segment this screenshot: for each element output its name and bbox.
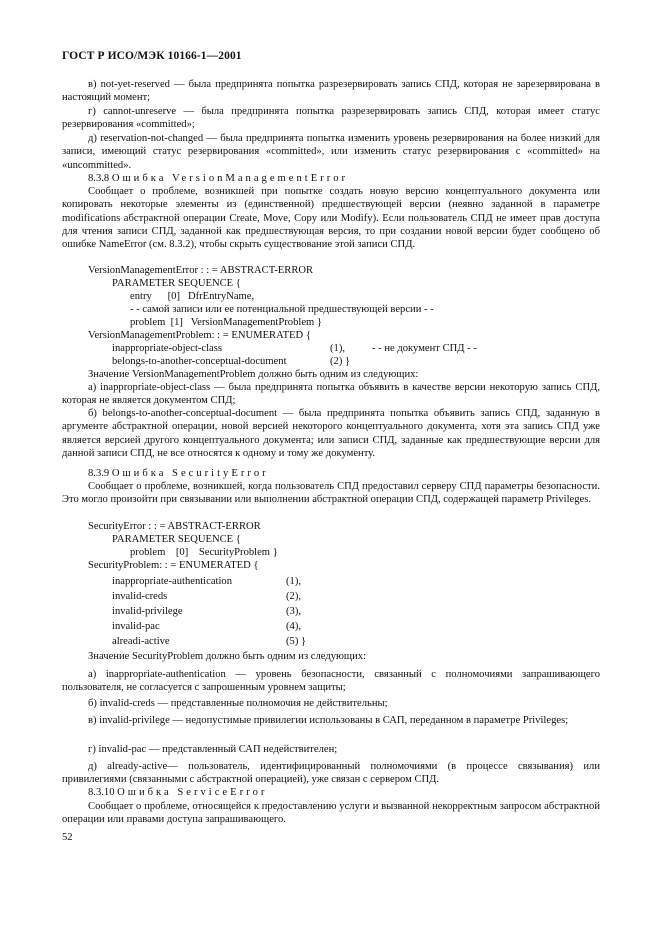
paragraph-invalid-creds: б) invalid-creds — представленные полномочия не действительны; [88, 698, 388, 709]
enum-value: (4), [286, 621, 302, 632]
paragraph-cannot-unreserve: г) cannot-unreserve — была предпринята попытка разрезервировать запись СПД, которая имеет статус резервирования «committed»; [62, 106, 600, 131]
code-line: SecurityError : : = ABSTRACT-ERROR [88, 521, 261, 532]
code-line: SecurityProblem: : = ENUMERATED { [88, 560, 259, 571]
paragraph-version-management-description: Сообщает о проблеме, возникшей при попытке создать новую версию концептуального документа или копировать некоторые элементы из (единственной) предшествующей версии (неявно заданной в параметре modifications абстрактной операции Create, Move, Copy или Modify). Если пользователь СПД не имеет прав доступа для чтения записи СПД, заданной как предшествующая версия, то при создании новой версии будет сообщено об ошибке NameError (см. 8.3.2), чтобы скрыть существование этой записи СПД. [62, 186, 600, 251]
paragraph-invalid-privilege: в) invalid-privilege — недопустимые привилегии использованы в САП, переданном в параметре Privileges; [88, 715, 569, 726]
document-header: ГОСТ Р ИСО/МЭК 10166-1—2001 [62, 50, 242, 62]
section-number: 8.3.10 [88, 787, 115, 798]
enum-value: (1), [286, 576, 302, 587]
section-title: Ошибка ServiceError [117, 787, 268, 798]
section-8-3-9-heading [88, 467, 269, 480]
paragraph-invalid-pac: г) invalid-pac — представленный САП недействителен; [88, 744, 338, 755]
enum-name: inappropriate-object-class [112, 343, 223, 354]
code-line: problem [1] VersionManagementProblem } [130, 317, 323, 328]
enum-name: inappropriate-authentication [112, 576, 233, 587]
enum-name: invalid-creds [112, 591, 168, 602]
section-number: 8.3.8 [88, 173, 110, 184]
code-line: PARAMETER SEQUENCE { [112, 534, 241, 545]
enum-value: (5) } [286, 636, 307, 647]
paragraph-already-active: д) already-active— пользователь, идентифицированный полномочиями (в процессе связывания) или привилегиями (связанными с абстрактной операцией), уже связан с сервером СПД. [62, 761, 600, 786]
paragraph-service-error-description: Сообщает о проблеме, относящейся к предоставлению услуги и вызванной некорректным запросом абстрактной операции или правами доступа запрашивающего. [62, 801, 600, 826]
paragraph-values-intro: Значение VersionManagementProblem должно быть одним из следующих: [88, 369, 419, 380]
enum-name: invalid-pac [112, 621, 160, 632]
enum-name: belongs-to-another-conceptual-document [112, 356, 287, 367]
paragraph-inappropriate-object-class: а) inappropriate-object-class — была предпринята попытка объявить в качестве версии некоторую запись СПД, которая не является документом СПД; [62, 382, 600, 407]
code-comment: - - самой записи или ее потенциальной предшествующей версии - - [130, 304, 434, 315]
paragraph-security-description: Сообщает о проблеме, возникшей, когда пользователь СПД предоставил серверу СПД параметры безопасности. Это могло произойти при связывании или выполнении абстрактной операции СПД, содержащей параметр Privileges. [62, 481, 600, 506]
code-line: problem [0] SecurityProblem } [130, 547, 278, 558]
code-line: PARAMETER SEQUENCE { [112, 278, 241, 289]
enum-name: alreadi-active [112, 636, 170, 647]
section-8-3-10-heading [88, 786, 267, 799]
paragraph-reservation-not-changed: д) reservation-not-changed — была предпринята попытка изменить уровень резервирования на более низкий для записи, имеющий статус резервирования «committed», или изменить статус резервирования с «committed» на «uncommitted». [62, 133, 600, 171]
section-number: 8.3.9 [88, 468, 110, 479]
code-comment: - - не документ СПД - - [372, 343, 477, 354]
enum-value: (1), [330, 343, 346, 354]
enum-value: (2) } [330, 356, 351, 367]
page-number: 52 [62, 832, 73, 843]
enum-value: (2), [286, 591, 302, 602]
paragraph-security-values-intro: Значение SecurityProblem должно быть одним из следующих: [88, 651, 367, 662]
paragraph-not-yet-reserved: в) not-yet-reserved — была предпринята попытка разрезервировать запись СПД, которая не зарезервирована в настоящий момент; [62, 79, 600, 104]
code-line: entry [0] DfrEntryName, [130, 291, 255, 302]
paragraph-belongs-to-another: б) belongs-to-another-conceptual-document — была предпринята попытка объявить запись СПД, заданную в аргументе абстрактной операции, новой версией некоторого концептуального документа, хотя эта запись СПД уже является версией другого концептуального документа; или записи СПД, заданные как предшествующие версии для данной записи СПД, не все относятся к одному и тому же документу. [62, 408, 600, 459]
code-line: VersionManagementProblem: : = ENUMERATED { [88, 330, 311, 341]
enum-value: (3), [286, 606, 302, 617]
paragraph-inappropriate-authentication: а) inappropriate-authentication — уровень безопасности, связанный с полномочиями запрашивающего пользователя, не согласуется с запрошенным уровнем защиты; [62, 669, 600, 694]
section-8-3-8-heading [88, 172, 348, 185]
enum-name: invalid-privilege [112, 606, 183, 617]
code-line: VersionManagementError : : = ABSTRACT-ERROR [88, 265, 314, 276]
section-title: Ошибка SecurityError [111, 468, 269, 479]
section-title: Ошибка VersionManagementError [111, 173, 349, 184]
